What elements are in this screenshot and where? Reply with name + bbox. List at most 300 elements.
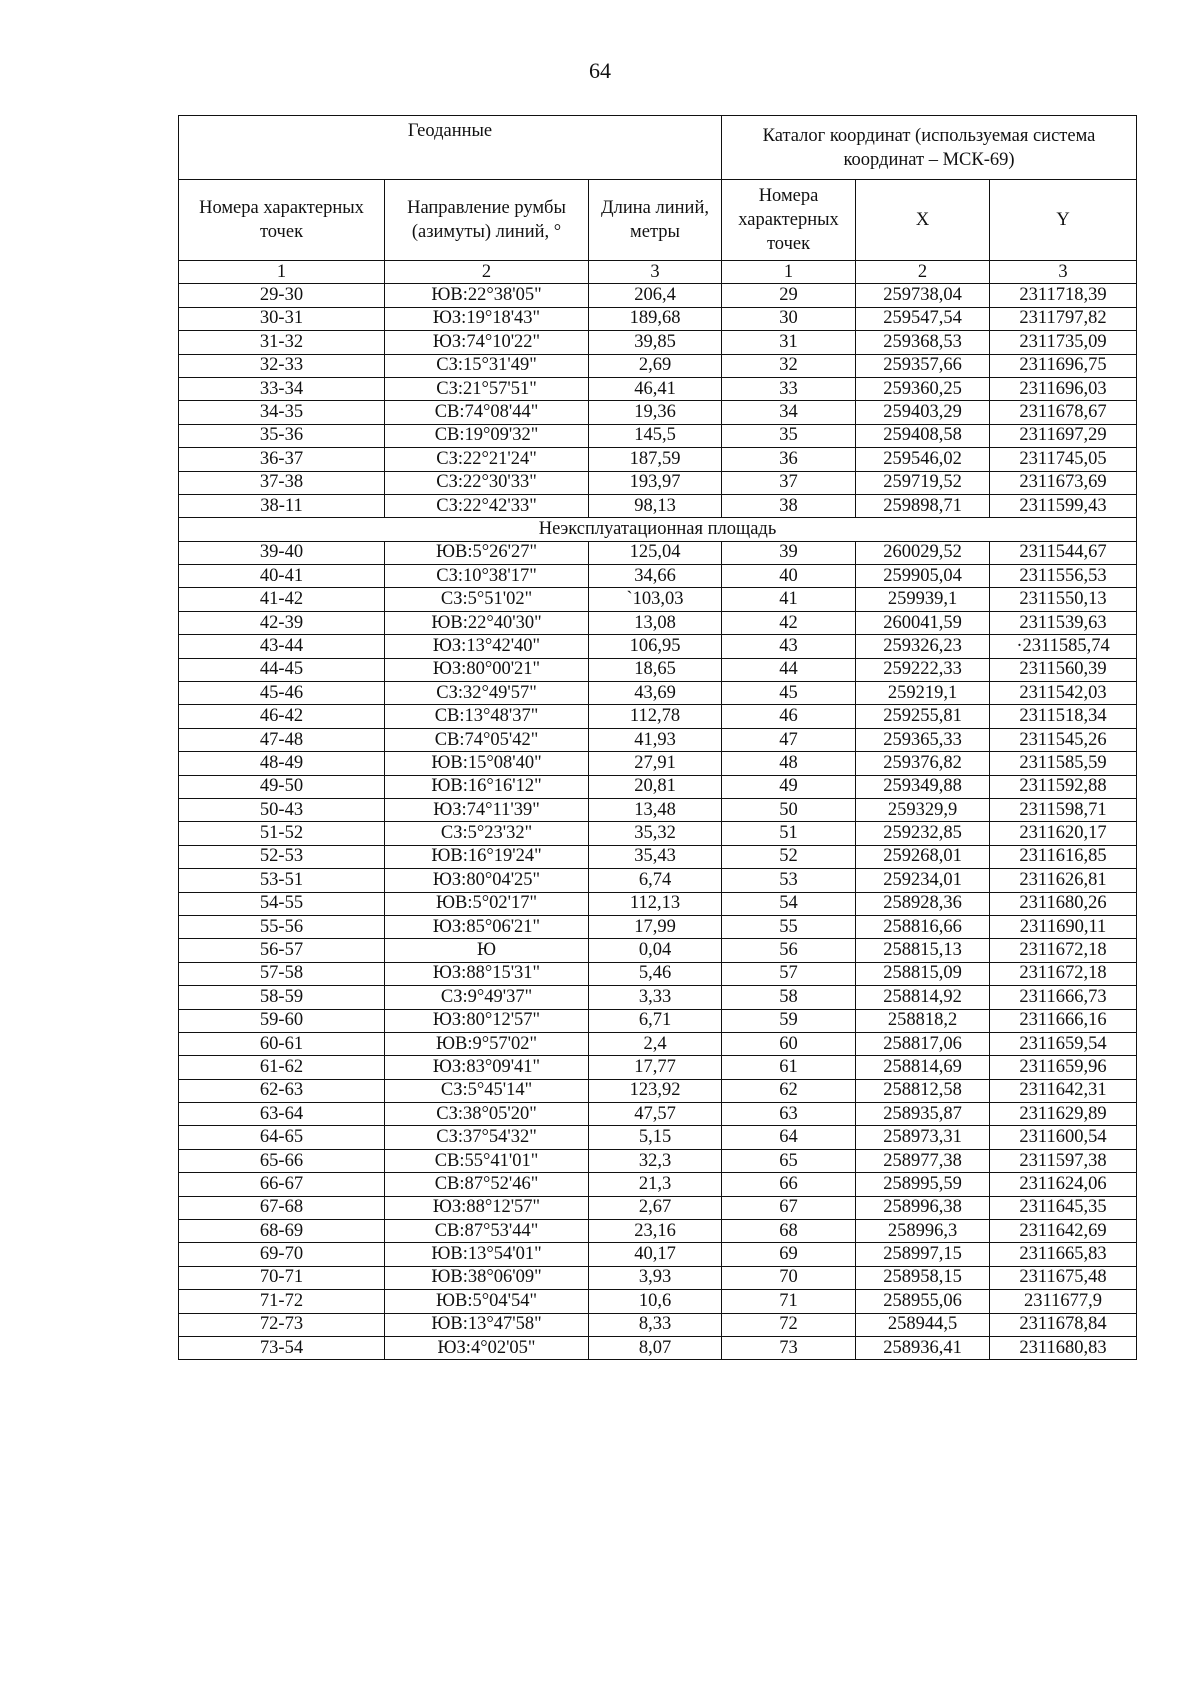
x-cell: 259268,01 (856, 845, 990, 868)
x-cell: 260029,52 (856, 541, 990, 564)
x-cell: 259234,01 (856, 869, 990, 892)
point-number-cell: 64 (722, 1126, 856, 1149)
length-cell: 23,16 (589, 1220, 722, 1243)
length-cell: 2,67 (589, 1196, 722, 1219)
y-cell: 2311542,03 (990, 682, 1137, 705)
table-row (179, 565, 1137, 588)
point-number-cell: 62 (722, 1079, 856, 1102)
point-number-cell: 61 (722, 1056, 856, 1079)
y-cell: 2311626,81 (990, 869, 1137, 892)
section-row (179, 518, 1137, 541)
bearing-cell: СЗ:5°51'02" (385, 588, 589, 611)
point-number-cell: 46 (722, 705, 856, 728)
point-number-cell: 63 (722, 1103, 856, 1126)
bearing-cell: ЮВ:16°16'12" (385, 775, 589, 798)
point-number-cell: 57 (722, 962, 856, 985)
bearing-cell: ЮВ:38°06'09" (385, 1266, 589, 1289)
point-number-cell: 69 (722, 1243, 856, 1266)
length-cell: 10,6 (589, 1290, 722, 1313)
point-number-cell: 47 (722, 728, 856, 751)
y-cell: 2311697,29 (990, 424, 1137, 447)
point-pair-cell: 70-71 (179, 1266, 385, 1289)
table-row (179, 1243, 1137, 1266)
y-cell: 2311678,84 (990, 1313, 1137, 1336)
x-cell: 259905,04 (856, 565, 990, 588)
point-number-cell: 32 (722, 354, 856, 377)
x-cell: 259547,54 (856, 307, 990, 330)
table-row (179, 1056, 1137, 1079)
bearing-cell: ЮЗ:80°00'21" (385, 658, 589, 681)
bearing-cell: СЗ:10°38'17" (385, 565, 589, 588)
point-pair-cell: 71-72 (179, 1290, 385, 1313)
page-number: 64 (589, 58, 611, 83)
point-pair-cell: 54-55 (179, 892, 385, 915)
table-row (179, 1149, 1137, 1172)
table-row (179, 1126, 1137, 1149)
point-number-cell: 40 (722, 565, 856, 588)
table-row (179, 962, 1137, 985)
y-header: Y (990, 180, 1137, 261)
point-pair-cell: 32-33 (179, 354, 385, 377)
bearing-cell: ЮВ:13°54'01" (385, 1243, 589, 1266)
point-number-cell: 36 (722, 448, 856, 471)
y-cell: 2311556,53 (990, 565, 1137, 588)
point-pair-cell: 64-65 (179, 1126, 385, 1149)
length-cell: 35,32 (589, 822, 722, 845)
table-row (179, 1313, 1137, 1336)
table-row (179, 1336, 1137, 1359)
bearing-cell: СВ:55°41'01" (385, 1149, 589, 1172)
table-row (179, 588, 1137, 611)
bearing-cell: СЗ:21°57'51" (385, 377, 589, 400)
bearing-cell: ЮЗ:4°02'05" (385, 1336, 589, 1359)
y-cell: 2311597,38 (990, 1149, 1137, 1172)
point-number-cell: 54 (722, 892, 856, 915)
x-cell: 258996,38 (856, 1196, 990, 1219)
table-row (179, 752, 1137, 775)
column-number: 2 (385, 261, 589, 284)
point-number-cell: 67 (722, 1196, 856, 1219)
point-number-cell: 45 (722, 682, 856, 705)
y-cell: 2311797,82 (990, 307, 1137, 330)
table-row (179, 284, 1137, 307)
length-cell: 47,57 (589, 1103, 722, 1126)
bearing-cell: ЮВ:16°19'24" (385, 845, 589, 868)
point-number-cell: 73 (722, 1336, 856, 1359)
table-row (179, 494, 1137, 517)
bearing-cell: ЮЗ:88°15'31" (385, 962, 589, 985)
point-number-cell: 42 (722, 611, 856, 634)
length-cell: 21,3 (589, 1173, 722, 1196)
point-number-cell: 29 (722, 284, 856, 307)
point-pair-cell: 29-30 (179, 284, 385, 307)
length-cell: 20,81 (589, 775, 722, 798)
bearing-cell: ЮВ:22°38'05" (385, 284, 589, 307)
bearing-cell: ЮВ:5°02'17" (385, 892, 589, 915)
x-cell: 258817,06 (856, 1032, 990, 1055)
table-row (179, 1103, 1137, 1126)
point-pair-cell: 36-37 (179, 448, 385, 471)
length-cell: 6,71 (589, 1009, 722, 1032)
table-row (179, 915, 1137, 938)
bearing-cell: ЮВ:5°26'27" (385, 541, 589, 564)
point-number-cell: 71 (722, 1290, 856, 1313)
point-pair-cell: 43-44 (179, 635, 385, 658)
y-cell: 2311678,67 (990, 401, 1137, 424)
x-cell: 258997,15 (856, 1243, 990, 1266)
point-pair-cell: 65-66 (179, 1149, 385, 1172)
column-number: 1 (179, 261, 385, 284)
y-cell: 2311666,73 (990, 986, 1137, 1009)
length-cell: 145,5 (589, 424, 722, 447)
bearing-cell: СЗ:32°49'57" (385, 682, 589, 705)
point-pair-cell: 69-70 (179, 1243, 385, 1266)
length-cell: 5,46 (589, 962, 722, 985)
bearing-cell: СВ:87°53'44" (385, 1220, 589, 1243)
point-pair-cell: 44-45 (179, 658, 385, 681)
bearing-cell: СЗ:38°05'20" (385, 1103, 589, 1126)
table-row (179, 869, 1137, 892)
bearing-cell: ЮЗ:80°12'57" (385, 1009, 589, 1032)
x-cell: 258958,15 (856, 1266, 990, 1289)
x-cell: 258816,66 (856, 915, 990, 938)
table-row (179, 448, 1137, 471)
bearing-cell: ЮВ:13°47'58" (385, 1313, 589, 1336)
length-cell: 193,97 (589, 471, 722, 494)
x-cell: 259376,82 (856, 752, 990, 775)
x-cell: 259255,81 (856, 705, 990, 728)
table-row (179, 1220, 1137, 1243)
x-cell: 259326,23 (856, 635, 990, 658)
length-cell: 112,78 (589, 705, 722, 728)
bearing-cell: ЮЗ:88°12'57" (385, 1196, 589, 1219)
length-cell: 125,04 (589, 541, 722, 564)
point-pair-cell: 53-51 (179, 869, 385, 892)
table-row (179, 541, 1137, 564)
x-cell: 259232,85 (856, 822, 990, 845)
column-number: 1 (722, 261, 856, 284)
point-number-cell: 56 (722, 939, 856, 962)
point-pair-cell: 63-64 (179, 1103, 385, 1126)
point-pair-cell: 55-56 (179, 915, 385, 938)
x-cell: 259368,53 (856, 331, 990, 354)
table-row (179, 331, 1137, 354)
point-pair-cell: 38-11 (179, 494, 385, 517)
column-number-row (179, 261, 1137, 284)
point-number-cell: 30 (722, 307, 856, 330)
point-number-cell: 31 (722, 331, 856, 354)
x-cell: 259357,66 (856, 354, 990, 377)
x-cell: 258996,3 (856, 1220, 990, 1243)
x-cell: 259546,02 (856, 448, 990, 471)
y-cell: 2311585,59 (990, 752, 1137, 775)
bearing-cell: ЮЗ:80°04'25" (385, 869, 589, 892)
table-row (179, 986, 1137, 1009)
y-cell: 2311624,06 (990, 1173, 1137, 1196)
x-cell: 258935,87 (856, 1103, 990, 1126)
table-row (179, 775, 1137, 798)
point-number-cell: 70 (722, 1266, 856, 1289)
bearing-cell: ЮВ:22°40'30" (385, 611, 589, 634)
length-cell: 39,85 (589, 331, 722, 354)
point-number-cell: 43 (722, 635, 856, 658)
point-pair-cell: 66-67 (179, 1173, 385, 1196)
section-title: Неэксплуатационная площадь (179, 518, 1137, 541)
y-cell: 2311672,18 (990, 962, 1137, 985)
bearing-cell: ЮЗ:13°42'40" (385, 635, 589, 658)
point-pair-cell: 45-46 (179, 682, 385, 705)
y-cell: 2311673,69 (990, 471, 1137, 494)
table-row (179, 354, 1137, 377)
length-cell: 6,74 (589, 869, 722, 892)
point-number-cell: 58 (722, 986, 856, 1009)
length-cell: 32,3 (589, 1149, 722, 1172)
point-number-cell: 68 (722, 1220, 856, 1243)
point-pair-cell: 46-42 (179, 705, 385, 728)
point-pair-cell: 42-39 (179, 611, 385, 634)
column-header-row (179, 180, 1137, 261)
table-row (179, 1173, 1137, 1196)
point-pair-cell: 57-58 (179, 962, 385, 985)
x-cell: 259329,9 (856, 798, 990, 821)
column-number: 3 (589, 261, 722, 284)
group-header-row (179, 116, 1137, 180)
points-right-header: Номера характерных точек (722, 180, 856, 261)
x-cell: 260041,59 (856, 611, 990, 634)
y-cell: 2311677,9 (990, 1290, 1137, 1313)
bearing-cell: СВ:13°48'37" (385, 705, 589, 728)
section-body (179, 518, 1137, 541)
bearing-cell: ЮЗ:19°18'43" (385, 307, 589, 330)
x-cell: 258936,41 (856, 1336, 990, 1359)
table-row (179, 728, 1137, 751)
point-number-cell: 38 (722, 494, 856, 517)
x-cell: 259365,33 (856, 728, 990, 751)
length-cell: 34,66 (589, 565, 722, 588)
y-cell: 2311745,05 (990, 448, 1137, 471)
length-cell: 5,15 (589, 1126, 722, 1149)
length-cell: 3,33 (589, 986, 722, 1009)
table-body-part1 (179, 284, 1137, 518)
length-cell: 41,93 (589, 728, 722, 751)
length-cell: 27,91 (589, 752, 722, 775)
length-cell: 13,48 (589, 798, 722, 821)
table-row (179, 1266, 1137, 1289)
x-cell: 259222,33 (856, 658, 990, 681)
length-cell: 43,69 (589, 682, 722, 705)
length-cell: 13,08 (589, 611, 722, 634)
point-pair-cell: 60-61 (179, 1032, 385, 1055)
point-pair-cell: 37-38 (179, 471, 385, 494)
length-cell: 206,4 (589, 284, 722, 307)
y-cell: 2311599,43 (990, 494, 1137, 517)
y-cell: 2311518,34 (990, 705, 1137, 728)
y-cell: 2311666,16 (990, 1009, 1137, 1032)
point-pair-cell: 52-53 (179, 845, 385, 868)
bearing-cell: СЗ:9°49'37" (385, 986, 589, 1009)
length-cell: 106,95 (589, 635, 722, 658)
bearing-cell: СЗ:15°31'49" (385, 354, 589, 377)
point-pair-cell: 61-62 (179, 1056, 385, 1079)
table-row (179, 424, 1137, 447)
length-cell: 0,04 (589, 939, 722, 962)
bearing-cell: Ю (385, 939, 589, 962)
point-number-cell: 41 (722, 588, 856, 611)
point-number-cell: 50 (722, 798, 856, 821)
y-cell: 2311696,03 (990, 377, 1137, 400)
point-number-cell: 65 (722, 1149, 856, 1172)
point-number-cell: 52 (722, 845, 856, 868)
point-number-cell: 34 (722, 401, 856, 424)
bearing-cell: СВ:74°08'44" (385, 401, 589, 424)
table-row (179, 822, 1137, 845)
point-pair-cell: 34-35 (179, 401, 385, 424)
table-row (179, 635, 1137, 658)
x-cell: 258955,06 (856, 1290, 990, 1313)
length-cell: 18,65 (589, 658, 722, 681)
point-pair-cell: 31-32 (179, 331, 385, 354)
y-cell: 2311665,83 (990, 1243, 1137, 1266)
table-row (179, 1196, 1137, 1219)
x-cell: 259403,29 (856, 401, 990, 424)
y-cell: 2311680,83 (990, 1336, 1137, 1359)
length-cell: 35,43 (589, 845, 722, 868)
table-row (179, 939, 1137, 962)
point-pair-cell: 33-34 (179, 377, 385, 400)
x-cell: 259738,04 (856, 284, 990, 307)
y-cell: 2311642,69 (990, 1220, 1137, 1243)
bearing-cell: СЗ:37°54'32" (385, 1126, 589, 1149)
point-pair-cell: 72-73 (179, 1313, 385, 1336)
point-pair-cell: 59-60 (179, 1009, 385, 1032)
point-pair-cell: 62-63 (179, 1079, 385, 1102)
point-number-cell: 49 (722, 775, 856, 798)
point-number-cell: 37 (722, 471, 856, 494)
table-row (179, 705, 1137, 728)
point-number-cell: 66 (722, 1173, 856, 1196)
length-cell: 2,4 (589, 1032, 722, 1055)
length-cell: 2,69 (589, 354, 722, 377)
column-number: 3 (990, 261, 1137, 284)
point-pair-cell: 56-57 (179, 939, 385, 962)
bearing-cell: ЮВ:9°57'02" (385, 1032, 589, 1055)
x-cell: 258818,2 (856, 1009, 990, 1032)
point-pair-cell: 51-52 (179, 822, 385, 845)
bearing-cell: СЗ:5°23'32" (385, 822, 589, 845)
point-number-cell: 55 (722, 915, 856, 938)
length-cell: 112,13 (589, 892, 722, 915)
y-cell: 2311642,31 (990, 1079, 1137, 1102)
point-pair-cell: 30-31 (179, 307, 385, 330)
point-pair-cell: 40-41 (179, 565, 385, 588)
bearing-cell: СЗ:22°21'24" (385, 448, 589, 471)
y-cell: 2311550,13 (990, 588, 1137, 611)
x-cell: 258944,5 (856, 1313, 990, 1336)
table-row (179, 307, 1137, 330)
y-cell: 2311659,96 (990, 1056, 1137, 1079)
bearing-cell: СЗ:22°30'33" (385, 471, 589, 494)
table-body-part2 (179, 541, 1137, 1360)
x-cell: 258973,31 (856, 1126, 990, 1149)
y-cell: 2311600,54 (990, 1126, 1137, 1149)
point-pair-cell: 49-50 (179, 775, 385, 798)
x-cell: 258977,38 (856, 1149, 990, 1172)
point-pair-cell: 68-69 (179, 1220, 385, 1243)
point-number-cell: 51 (722, 822, 856, 845)
length-header: Длина линий, метры (589, 180, 722, 261)
y-cell: 2311539,63 (990, 611, 1137, 634)
point-number-cell: 60 (722, 1032, 856, 1055)
y-cell: 2311616,85 (990, 845, 1137, 868)
y-cell: 2311560,39 (990, 658, 1137, 681)
x-cell: 259360,25 (856, 377, 990, 400)
bearing-cell: ЮВ:15°08'40" (385, 752, 589, 775)
x-cell: 259719,52 (856, 471, 990, 494)
y-cell: 2311545,26 (990, 728, 1137, 751)
length-cell: 8,07 (589, 1336, 722, 1359)
point-pair-cell: 50-43 (179, 798, 385, 821)
point-pair-cell: 41-42 (179, 588, 385, 611)
bearing-cell: СЗ:22°42'33" (385, 494, 589, 517)
x-cell: 259939,1 (856, 588, 990, 611)
x-cell: 258928,36 (856, 892, 990, 915)
point-number-cell: 53 (722, 869, 856, 892)
point-number-cell: 48 (722, 752, 856, 775)
x-cell: 259219,1 (856, 682, 990, 705)
bearing-cell: ЮЗ:85°06'21" (385, 915, 589, 938)
geodata-header: Геоданные (179, 116, 722, 180)
table-row (179, 377, 1137, 400)
table-row (179, 611, 1137, 634)
length-cell: 8,33 (589, 1313, 722, 1336)
y-cell: 2311544,67 (990, 541, 1137, 564)
y-cell: 2311696,75 (990, 354, 1137, 377)
bearing-cell: ЮЗ:74°10'22" (385, 331, 589, 354)
x-cell: 258815,09 (856, 962, 990, 985)
point-number-cell: 33 (722, 377, 856, 400)
table-row (179, 1032, 1137, 1055)
points-left-header: Номера характерных точек (179, 180, 385, 261)
x-cell: 259408,58 (856, 424, 990, 447)
x-cell: 258814,69 (856, 1056, 990, 1079)
y-cell: 2311620,17 (990, 822, 1137, 845)
x-cell: 258995,59 (856, 1173, 990, 1196)
y-cell: 2311680,26 (990, 892, 1137, 915)
point-pair-cell: 47-48 (179, 728, 385, 751)
x-header: X (856, 180, 990, 261)
table-row (179, 845, 1137, 868)
length-cell: 40,17 (589, 1243, 722, 1266)
table-row (179, 892, 1137, 915)
bearing-cell: ЮЗ:83°09'41" (385, 1056, 589, 1079)
table-row (179, 1079, 1137, 1102)
bearing-cell: СВ:19°09'32" (385, 424, 589, 447)
x-cell: 259349,88 (856, 775, 990, 798)
point-number-cell: 39 (722, 541, 856, 564)
length-cell: `103,03 (589, 588, 722, 611)
y-cell: 2311645,35 (990, 1196, 1137, 1219)
point-pair-cell: 39-40 (179, 541, 385, 564)
table-row (179, 1009, 1137, 1032)
length-cell: 187,59 (589, 448, 722, 471)
point-pair-cell: 48-49 (179, 752, 385, 775)
y-cell: 2311592,88 (990, 775, 1137, 798)
length-cell: 17,77 (589, 1056, 722, 1079)
y-cell: 2311735,09 (990, 331, 1137, 354)
y-cell: 2311659,54 (990, 1032, 1137, 1055)
bearing-cell: СВ:87°52'46" (385, 1173, 589, 1196)
y-cell: 2311718,39 (990, 284, 1137, 307)
